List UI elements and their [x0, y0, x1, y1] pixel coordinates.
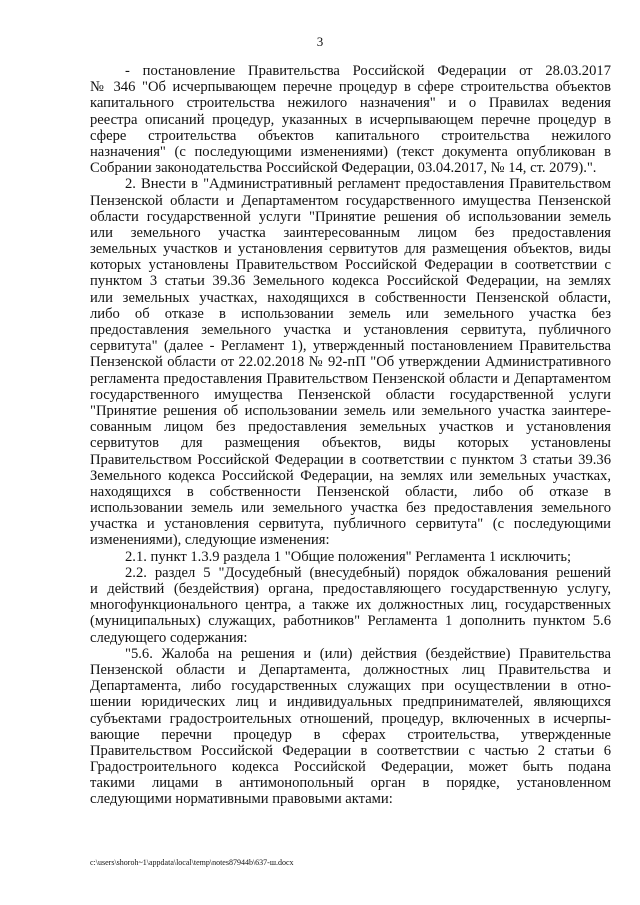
text-line: 2.2. раздел 5 "Досудебный (внесудебный) порядок обжалования решений	[125, 564, 611, 581]
text-line: Градостроительного кодекса Российской Федерации, может быть подана	[90, 759, 611, 776]
text-line: регламента предоставления Правительством Пензенской области и Департаментом	[90, 370, 611, 387]
text-line: 2.1. пункт 1.3.9 раздела 1 "Общие положения" Регламента 1 исключить;	[125, 548, 572, 565]
text-line: такими лицами в антимонопольный орган в порядке, установленном	[90, 775, 611, 792]
text-line: реестра описаний процедур, указанных в исчерпывающем перечне процедур в	[90, 111, 611, 128]
text-line: которых установлены Правительством Российской Федерации в соответствии с	[90, 257, 611, 274]
text-line: Департамента, либо государственных служащих при осуществлении в отно-	[90, 678, 611, 695]
text-line: использовании земель или земельного участка без предоставления земельного	[90, 500, 611, 517]
text-line: (муниципальных) служащих, работников" Регламента 1 дополнить пунктом 5.6	[90, 613, 611, 630]
text-line: шении юридических лиц и индивидуальных предпринимателей, являющихся	[90, 694, 611, 711]
text-line: Земельного кодекса Российской Федерации, на землях или земельных участках,	[90, 467, 611, 484]
text-line: № 346 "Об исчерпывающем перечне процедур в сфере строительства объектов	[90, 79, 611, 96]
text-line: - постановление Правительства Российской Федерации от 28.03.2017	[125, 63, 611, 79]
text-line: земельных участков и установления сервитутов для размещения объектов, виды	[90, 241, 611, 258]
text-line: Пензенской области и Департаментом государственного имущества Пензенской	[90, 192, 611, 209]
footer-file-path: c:\users\shoroh~1\appdata\local\temp\notes87944b\637-ш.docx	[90, 858, 294, 867]
text-line: Пензенской области и Департамента, должностных лиц Правительства и	[90, 661, 611, 678]
text-line: "Принятие решения об использовании земель или земельного участка заинтере-	[90, 402, 611, 419]
text-line: либо об отказе в использовании земель или земельного участка без	[90, 305, 611, 322]
text-line: сфере строительства объектов капитального строительства нежилого	[90, 127, 611, 144]
text-line: и действий (бездействия) органа, предоставляющего государственную услугу,	[90, 581, 611, 597]
text-line: следующего содержания:	[90, 629, 248, 646]
text-line: Правительством Российской Федерации в соответствии с частью 2 статьи 6	[90, 742, 611, 759]
text-line: предоставления земельного участка и установления сервитута, публичного	[90, 322, 611, 338]
text-line: находящихся в собственности Пензенской области, либо об отказе в	[90, 483, 611, 500]
document-body	[90, 63, 611, 808]
text-line: "5.6. Жалоба на решения и (или) действия (бездействие) Правительства	[125, 645, 611, 662]
text-line: Правительством Российской Федерации в соответствии с пунктом 3 статьи 39.36	[90, 451, 611, 468]
text-line: или земельных участках, находящихся в собственности Пензенской области,	[90, 289, 611, 306]
text-line: Собрании законодательства Российской Федерации, 03.04.2017, № 14, ст. 2079).".	[90, 160, 597, 177]
text-line: государственного имущества Пензенской области государственной услуги	[90, 386, 611, 403]
page-number: 3	[316, 34, 324, 49]
text-line: участка и установления сервитута, публичного сервитута" (с последующими	[90, 516, 611, 533]
text-line: субъектами градостроительных отношений, процедур, включенных в исчерпы-	[90, 710, 611, 727]
text-line: сервитутов для размещения объектов, виды которых установлены	[90, 435, 611, 452]
text-line: капитального строительства нежилого назначения" и о Правилах ведения	[90, 95, 611, 112]
text-line: следующими нормативными правовыми актами:	[90, 791, 393, 808]
text-line: Пензенской области от 22.02.2018 № 92-пП "Об утверждении Административного	[90, 354, 611, 371]
text-line: области государственной услуги "Принятие решения об использовании земель	[90, 208, 611, 225]
text-line: или земельного участка заинтересованным лицом без предоставления	[90, 224, 611, 241]
text-line: пунктом 3 статьи 39.36 Земельного кодекса Российской Федерации, на землях	[90, 273, 611, 290]
text-line: изменениями), следующие изменения:	[90, 532, 330, 549]
text-line: вающие перечни процедур в сферах строительства, утвержденные	[90, 726, 611, 743]
text-line: 2. Внести в "Административный регламент предоставления Правительством	[125, 176, 611, 193]
text-line: сервитута" (далее - Регламент 1), утвержденный постановлением Правительства	[90, 338, 611, 355]
text-line: сованным лицом без предоставления земельных участков и установления	[90, 419, 611, 436]
text-line: назначения" (с последующими изменениями) (текст документа опубликован в	[90, 143, 611, 160]
text-line: многофункционального центра, а также их должностных лиц, государственных	[90, 597, 611, 614]
